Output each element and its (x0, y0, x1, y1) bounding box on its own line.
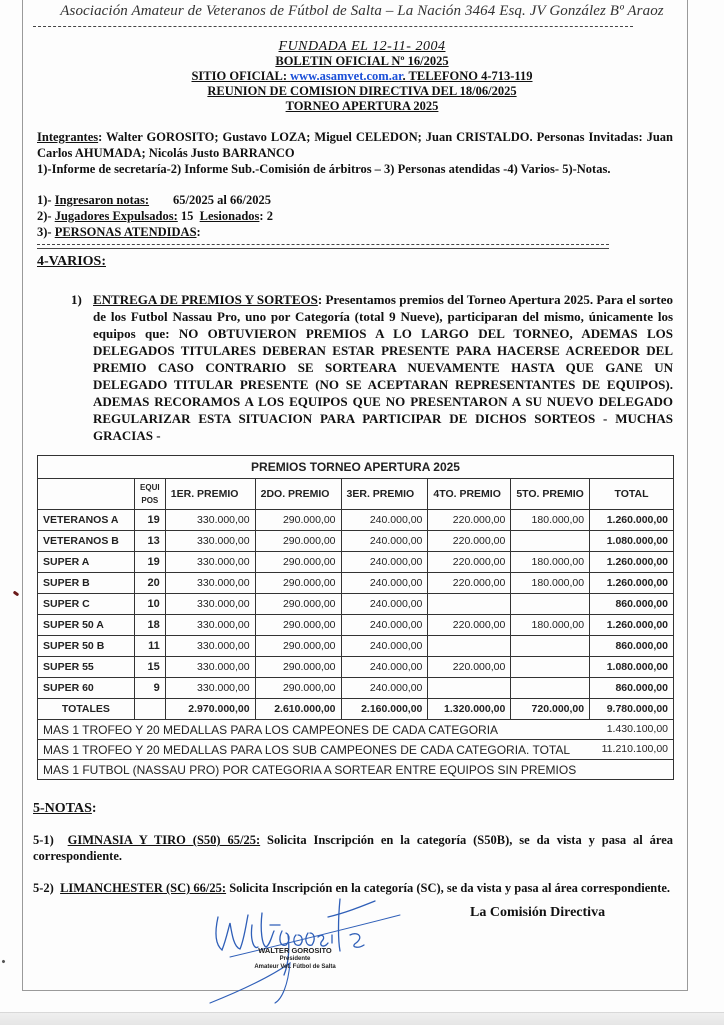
prize3-cell: 240.000,00 (341, 657, 428, 678)
prize4-cell (428, 636, 511, 657)
members-text: : Walter GOROSITO; Gustavo LOZA; Miguel CELEDON; Juan CRISTALDO. Personas Invitadas: Juan Carlos AHUMADA; Nicolás Justo BARRANCO (37, 130, 673, 160)
prize5-cell (511, 531, 590, 552)
item-notes (37, 192, 271, 208)
totals-label: TOTALES (38, 699, 135, 720)
extra-amount: 1.430.100,00 (606, 722, 668, 735)
table-title-row (38, 456, 674, 479)
prize4-cell: 220.000,00 (428, 552, 511, 573)
item-value: : 2 (259, 209, 273, 223)
prize3-cell: 240.000,00 (341, 594, 428, 615)
prize5-cell: 180.000,00 (511, 510, 590, 531)
table-header-row (38, 479, 674, 510)
grand-total: 9.780.000,00 (590, 699, 674, 720)
signature-area (200, 895, 400, 995)
item-players (37, 208, 273, 224)
item-prefix: 2)- (37, 209, 55, 223)
prize3-cell: 240.000,00 (341, 678, 428, 699)
item-attended (37, 224, 201, 240)
bulletin-number: BOLETIN OFICIAL Nº 16/2025 (275, 54, 449, 68)
scan-speck (13, 591, 20, 597)
teams-cell: 15 (134, 657, 165, 678)
teams-cell (134, 699, 165, 720)
site-link[interactable]: www.asamvet.com.ar (290, 69, 403, 83)
category-cell: SUPER 50 B (38, 636, 135, 657)
total-cell: 860.000,00 (590, 678, 674, 699)
total-cell: 1.260.000,00 (590, 510, 674, 531)
prize2-cell: 290.000,00 (255, 657, 341, 678)
note-label: LIMANCHESTER (SC) 66/25: (60, 881, 227, 895)
founded-date: FUNDADA EL 12-11- 2004 (278, 39, 446, 54)
total-cell: 1.080.000,00 (590, 657, 674, 678)
prize1-cell: 330.000,00 (165, 573, 255, 594)
prize1-cell: 330.000,00 (165, 678, 255, 699)
prize1-cell: 330.000,00 (165, 636, 255, 657)
item-value: 65/2025 al 66/2025 (173, 193, 271, 207)
notas-colon: : (91, 801, 97, 816)
total-cell: 1.080.000,00 (590, 531, 674, 552)
table-row (38, 636, 674, 657)
total-cell: 860.000,00 (590, 594, 674, 615)
extra-cell (38, 760, 674, 780)
meeting-title: REUNION DE COMISION DIRECTIVA DEL 18/06/2025 (207, 84, 517, 98)
total-cell: 1.260.000,00 (590, 552, 674, 573)
totals-row (38, 699, 674, 720)
table-row (38, 678, 674, 699)
header-cell: 4TO. PREMIO (428, 479, 511, 510)
extra-cell (38, 740, 674, 760)
phone: . TELEFONO 4-713-119 (402, 69, 533, 83)
varios-title: 4-VARIOS: (37, 254, 106, 269)
president-stamp (235, 947, 355, 971)
site-label: SITIO OFICIAL: (191, 69, 291, 83)
extra-text: MAS 1 TROFEO Y 20 MEDALLAS PARA LOS CAMPEONES DE CADA CATEGORIA (43, 722, 499, 737)
prize4-cell: 220.000,00 (428, 510, 511, 531)
prize3-cell: 240.000,00 (341, 573, 428, 594)
stamp-org: Amateur Vet. Fútbol de Salta (254, 964, 336, 970)
scan-speck (1, 959, 5, 963)
prize3-total: 2.160.000,00 (341, 699, 428, 720)
site-line (0, 69, 724, 84)
prize5-total: 720.000,00 (511, 699, 590, 720)
table-title: PREMIOS TORNEO APERTURA 2025 (38, 456, 674, 479)
table-row (38, 594, 674, 615)
item-label: PERSONAS ATENDIDAS (54, 225, 197, 239)
prize1-cell: 330.000,00 (165, 615, 255, 636)
note-2 (33, 880, 673, 896)
tournament-title: TORNEO APERTURA 2025 (285, 99, 439, 113)
category-cell: SUPER 55 (38, 657, 135, 678)
prize3-cell: 240.000,00 (341, 636, 428, 657)
extra-cell (38, 720, 674, 740)
prize2-cell: 290.000,00 (255, 615, 341, 636)
varios-paragraph (71, 291, 673, 444)
prize1-cell: 330.000,00 (165, 531, 255, 552)
scan-edge (0, 1012, 724, 1025)
prize1-cell: 330.000,00 (165, 552, 255, 573)
category-cell: VETERANOS A (38, 510, 135, 531)
members-block (37, 129, 673, 161)
category-cell: SUPER 60 (38, 678, 135, 699)
prize5-cell (511, 594, 590, 615)
item-label: Lesionados (199, 209, 260, 223)
note-label: GIMNASIA Y TIRO (S50) 65/25: (67, 833, 261, 847)
prize4-cell (428, 594, 511, 615)
header-cell: EQUI POS (134, 479, 165, 510)
table-row (38, 573, 674, 594)
prize4-cell (428, 678, 511, 699)
prize5-cell: 180.000,00 (511, 573, 590, 594)
category-cell: SUPER B (38, 573, 135, 594)
header-cell: 1ER. PREMIO (165, 479, 255, 510)
teams-cell: 9 (134, 678, 165, 699)
category-cell: VETERANOS B (38, 531, 135, 552)
note-text: Solicita Inscripción en la categoría (SC), se da vista y pasa al área correspondiente. (226, 881, 671, 895)
extra-row (38, 760, 674, 780)
category-cell: SUPER A (38, 552, 135, 573)
prize5-cell (511, 636, 590, 657)
teams-cell: 20 (134, 573, 165, 594)
prize1-cell: 330.000,00 (165, 657, 255, 678)
prize2-cell: 290.000,00 (255, 531, 341, 552)
prizes-table (37, 455, 674, 780)
header-block (0, 39, 724, 114)
paragraph-title: ENTREGA DE PREMIOS Y SORTEOS (93, 292, 318, 307)
teams-cell: 13 (134, 531, 165, 552)
note-number: 5-2) (33, 881, 61, 895)
prize5-cell: 180.000,00 (511, 552, 590, 573)
header-cell: 3ER. PREMIO (341, 479, 428, 510)
total-cell: 1.260.000,00 (590, 573, 674, 594)
prize2-cell: 290.000,00 (255, 678, 341, 699)
notas-title-text: 5-NOTAS (33, 801, 92, 816)
prize1-cell: 330.000,00 (165, 594, 255, 615)
header-cell: 2DO. PREMIO (255, 479, 341, 510)
agenda: 1)-Informe de secretaría-2) Informe Sub.-Comisión de árbitros – 3) Personas atendidas -4) Varios- 5)-Notas. (37, 162, 611, 176)
header-cell: TOTAL (590, 479, 674, 510)
total-cell: 1.260.000,00 (590, 615, 674, 636)
item-value: 15 (177, 209, 200, 223)
prize2-cell: 290.000,00 (255, 573, 341, 594)
header-cell (38, 479, 135, 510)
section-divider (37, 244, 609, 245)
letterhead-divider (33, 26, 633, 27)
extra-text: MAS 1 FUTBOL (NASSAU PRO) POR CATEGORIA A SORTEAR ENTRE EQUIPOS SIN PREMIOS (43, 762, 577, 777)
item-prefix: 1)- (37, 193, 55, 207)
members-label: Integrantes (37, 130, 99, 144)
prize4-total: 1.320.000,00 (428, 699, 511, 720)
extra-amount: 11.210.100,00 (601, 742, 668, 755)
prize2-cell: 290.000,00 (255, 636, 341, 657)
extra-row (38, 740, 674, 760)
notas-title (33, 801, 97, 817)
extra-row (38, 720, 674, 740)
table-row (38, 657, 674, 678)
table-row (38, 615, 674, 636)
prize5-cell (511, 657, 590, 678)
prize4-cell: 220.000,00 (428, 573, 511, 594)
item-label: Ingresaron notas: (54, 193, 150, 207)
item-prefix: 3)- (37, 225, 55, 239)
category-cell: SUPER 50 A (38, 615, 135, 636)
teams-cell: 10 (134, 594, 165, 615)
prize4-cell: 220.000,00 (428, 531, 511, 552)
prize2-total: 2.610.000,00 (255, 699, 341, 720)
teams-cell: 18 (134, 615, 165, 636)
table-row (38, 510, 674, 531)
teams-cell: 19 (134, 510, 165, 531)
stamp-role: Presidente (279, 956, 311, 962)
paragraph-text: : Presentamos premios del Torneo Apertura 2025. Para el sorteo de los Futbol Nassau Pro, uno por Categoría (total 9 Nueve), participaran del mismo, únicamente los equipos que: NO OBTUVIERON PREMIOS A LO LARGO DEL TORNEO, ADEMAS LOS DELEGADOS TITULARES DEBERAN ESTAR PRESENTE PARA HACERSE ACREEDOR DEL PREMIO CASO CONTRARIO SE SORTEARA NUEVAMENTE HASTA QUE GANE UN DELEGADO TITULAR PRESENTE (NO SE ACEPTARAN REPRESENTANTES DE EQUIPOS). ADEMAS RECORAMOS A LOS EQUIPOS QUE NO PRESENTARON A SU NUEVO DELEGADO REGULARIZAR ESTA SITUACION PARA PARTICIPAR DE DICHOS SORTEOS - MUCHAS GRACIAS - (93, 292, 673, 443)
extra-text: MAS 1 TROFEO Y 20 MEDALLAS PARA LOS SUB CAMPEONES DE CADA CATEGORIA. TOTAL (43, 742, 571, 757)
prize5-cell: 180.000,00 (511, 615, 590, 636)
note-text: Solicita Inscripción en la categoría (S50B), se da vista y pasa al área correspondiente. (33, 833, 673, 863)
prize2-cell: 290.000,00 (255, 510, 341, 531)
table-row (38, 552, 674, 573)
prize3-cell: 240.000,00 (341, 552, 428, 573)
prize1-total: 2.970.000,00 (165, 699, 255, 720)
prize2-cell: 290.000,00 (255, 594, 341, 615)
table-row (38, 531, 674, 552)
total-cell: 860.000,00 (590, 636, 674, 657)
category-cell: SUPER C (38, 594, 135, 615)
prize3-cell: 240.000,00 (341, 510, 428, 531)
header-cell: 5TO. PREMIO (511, 479, 590, 510)
stamp-name: WALTER GOROSITO (258, 946, 332, 955)
letterhead: Asociación Amateur de Veteranos de Fútbol de Salta – La Nación 3464 Esq. JV González Bº Araoz (60, 3, 664, 19)
prize3-cell: 240.000,00 (341, 531, 428, 552)
prize3-cell: 240.000,00 (341, 615, 428, 636)
note-1 (33, 832, 673, 864)
committee-signoff: La Comisión Directiva (470, 905, 606, 920)
item-label: Jugadores Expulsados: (54, 209, 178, 223)
teams-cell: 19 (134, 552, 165, 573)
prize1-cell: 330.000,00 (165, 510, 255, 531)
paragraph-number: 1) (71, 292, 82, 307)
teams-cell: 11 (134, 636, 165, 657)
prize4-cell: 220.000,00 (428, 657, 511, 678)
prize2-cell: 290.000,00 (255, 552, 341, 573)
section-divider (37, 248, 609, 249)
prize5-cell (511, 678, 590, 699)
prize4-cell: 220.000,00 (428, 615, 511, 636)
note-number: 5-1) (33, 833, 68, 847)
item-colon: : (196, 225, 201, 239)
